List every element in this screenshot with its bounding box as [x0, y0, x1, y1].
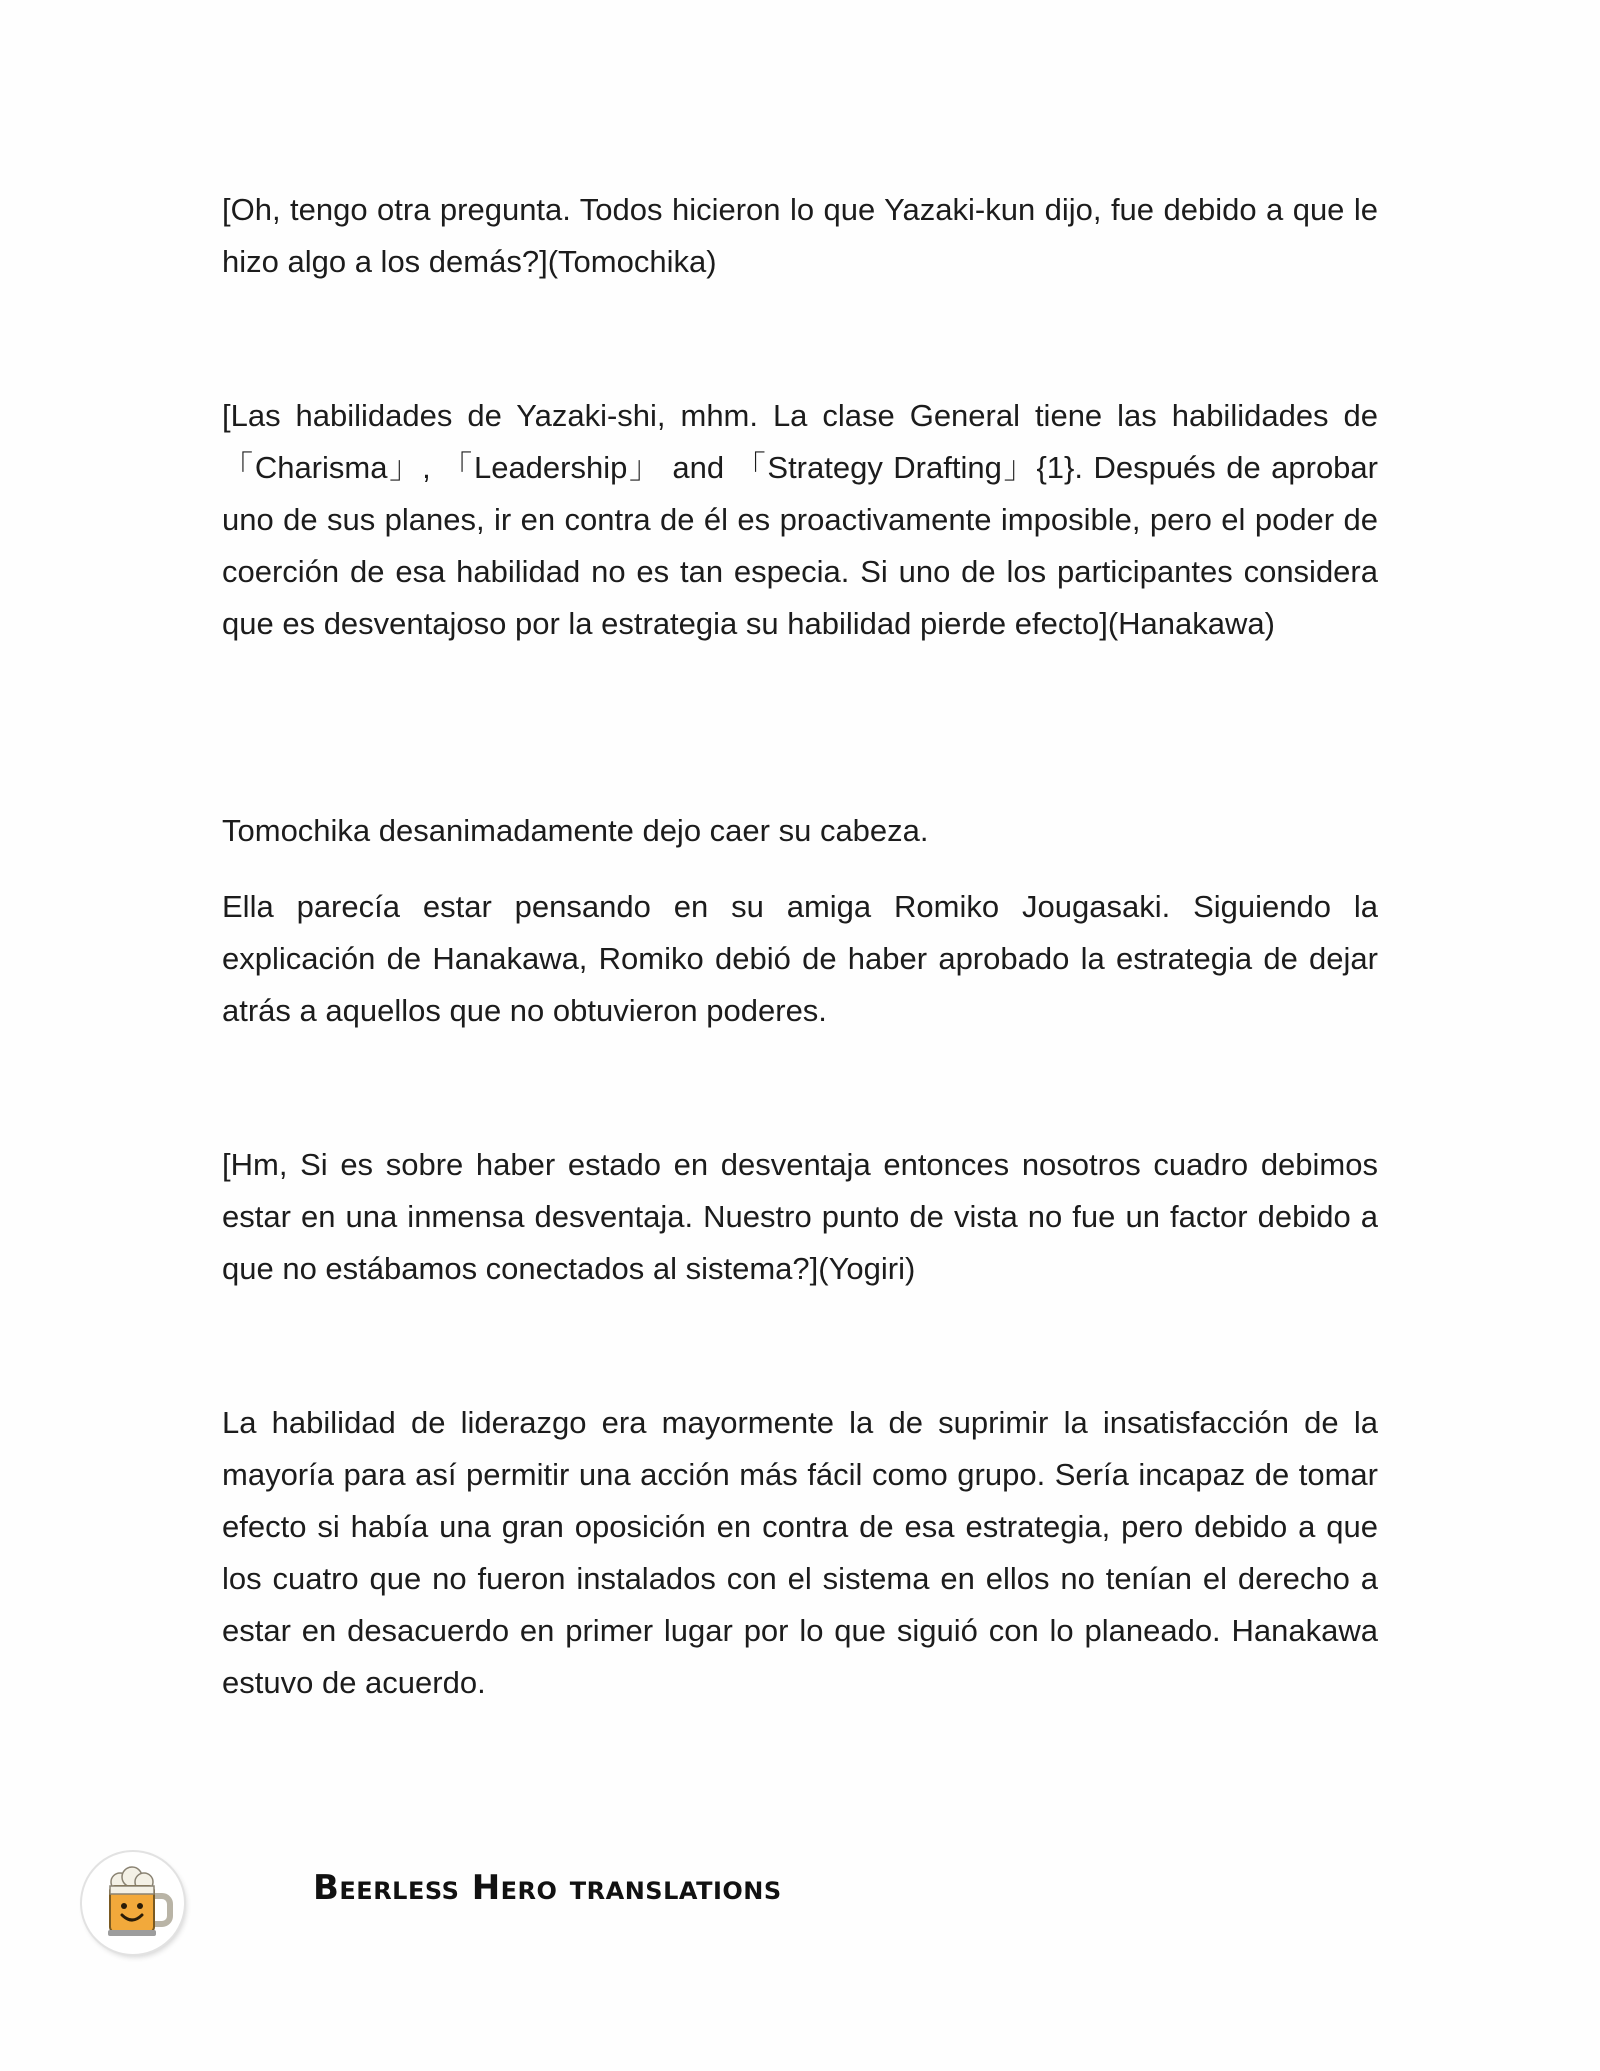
paragraph-5: [Hm, Si es sobre haber estado en desventaja entonces nosotros cuadro debimos estar en una inmensa desventaja. Nuestro punto de vista no fue un factor debido a que no estábamos conectados al sistema?](Yogiri) — [222, 1147, 1378, 1286]
footer-brand-text: Beerless Hero translations — [313, 1868, 782, 1908]
beer-mug-smiley-icon — [82, 1852, 184, 1954]
paragraph-3: Tomochika desanimadamente dejo caer su cabeza. — [222, 813, 929, 848]
paragraph-2: [Las habilidades de Yazaki-shi, mhm. La clase General tiene las habilidades de 「Charisma」, 「Leadership」 and 「Strategy Drafting」{1}. Después de aprobar uno de sus planes, ir en contra de él es proactivamente imposible, pero el poder de coerción de esa habilidad no es tan especia. Si uno de los participantes considera que es desventajoso por la estrategia su habilidad pierde efecto](Hanakawa) — [222, 398, 1378, 641]
paragraph-1: [Oh, tengo otra pregunta. Todos hicieron lo que Yazaki-kun dijo, fue debido a que le hizo algo a los demás?](Tomochika) — [222, 192, 1378, 279]
paragraph-6: La habilidad de liderazgo era mayormente la de suprimir la insatisfacción de la mayoría para así permitir una acción más fácil como grupo. Sería incapaz de tomar efecto si había una gran oposición en contra de esa estrategia, pero debido a que los cuatro que no fueron instalados con el sistema en ellos no tenían el derecho a estar en desacuerdo en primer lugar por lo que siguió con lo planeado. Hanakawa estuvo de acuerdo. — [222, 1405, 1378, 1700]
paragraph-4: Ella parecía estar pensando en su amiga Romiko Jougasaki. Siguiendo la explicación de Hanakawa, Romiko debió de haber aprobado la estrategia de dejar atrás a aquellos que no obtuvieron poderes. — [222, 889, 1378, 1028]
